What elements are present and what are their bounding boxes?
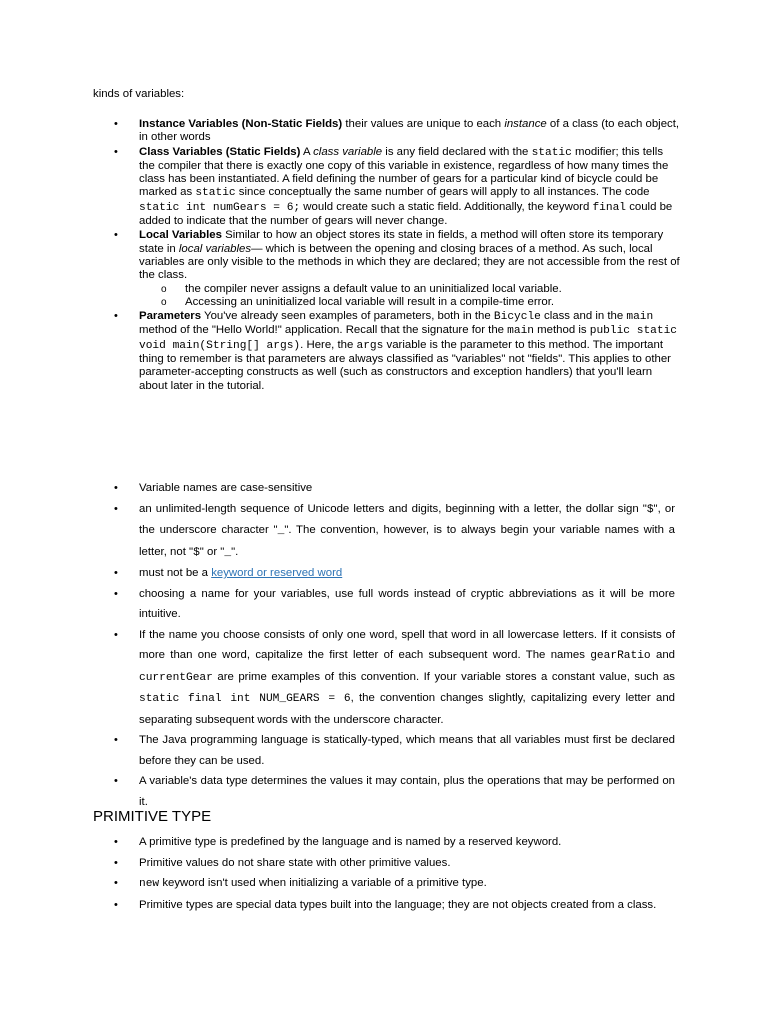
code-variable: args [356,339,384,352]
item-text: Similar to how an object stores its state in fields, a method will often store its temporary state in [139,229,664,255]
item-italic: local variables [178,242,252,255]
code-snippet: static final int NUM_GEARS = 6 [139,693,351,705]
item-text: are prime examples of this convention. If your variable stores a constant value, such as [212,670,675,683]
list-item: • A primitive type is predefined by the language and is named by a reserved keyword. [93,832,675,853]
list-item [93,625,675,731]
section-heading: PRIMITIVE TYPE [93,808,212,825]
item-text: You've already seen examples of parameters, both in the [201,310,494,323]
item-text: method of the "Hello World!" application. Recall that the signature for the [139,324,508,337]
code-snippet: static int numGears = 6; [139,201,301,214]
code-keyword: final [592,201,627,214]
list-item-local-variables [93,229,681,309]
local-variables-sublist [139,283,681,310]
item-text: and [650,649,675,661]
item-text: could be added to indicate that the number of gears will never change. [139,200,673,228]
item-text: ". The convention, however, is to always begin your variable names with a letter, not " [139,524,675,558]
code-identifier: gearRatio [590,650,651,662]
list-item: • A variable's data type determines the values it may contain, plus the operations that may be performed on it. [93,771,675,812]
intro-text: kinds of variables: [93,88,185,100]
item-text: . Here, the [300,338,357,351]
code-char: _ [277,525,285,537]
sublist-item: o the compiler never assigns a default value to an uninitialized local variable. [139,283,681,296]
item-text: ", or the underscore character " [139,502,675,536]
keyword-reserved-word-link[interactable]: keyword or reserved word [211,567,343,579]
item-text: , the convention changes slightly, capitalizing every letter and separating subsequent words with the underscore character. [139,692,675,726]
item-title: Class Variables (Static Fields) [139,145,301,158]
item-text: must not be a [139,567,212,579]
item-text: ". [231,545,239,558]
item-text: since conceptually the same number of gears will apply to all instances. The code [235,186,650,199]
code-identifier: currentGear [139,671,213,684]
list-item-class-variables [93,146,681,229]
code-char: $ [193,546,200,559]
code-method-name: main [507,325,535,338]
sublist-item: o Accessing an uninitialized local variable will result in a compile-time error. [139,296,681,309]
item-text: " or " [199,545,225,558]
code-keyword: static [531,146,572,159]
item-text: of a class (to each object, in other words [139,118,680,144]
list-item-instance-variables [93,118,681,145]
list-item [93,873,675,895]
item-title: Parameters [139,310,202,323]
variable-kinds-list [93,118,681,394]
code-class-name: Bicycle [493,311,541,324]
item-text: method is [534,324,590,337]
list-item-parameters [93,310,681,393]
item-text: — which is between the opening and closing braces of a method. As such, local variables are only visible to the methods in which they are declared; they are not accessible from the rest of the class. [139,242,680,282]
list-item: • Primitive types are special data types built into the language; they are not objects created from a class. [93,895,675,916]
list-item: • choosing a name for your variables, use full words instead of cryptic abbreviations as it will be more intuitive. [93,584,675,625]
item-text: keyword isn't used when initializing a variable of a primitive type. [159,877,487,889]
code-keyword: new [139,878,160,890]
code-keyword: static [195,187,236,200]
item-text: would create such a static field. Additionally, the keyword [300,200,593,213]
item-text: an unlimited-length sequence of Unicode letters and digits, beginning with a letter, the dollar sign " [139,502,647,515]
item-text: variable is the parameter to this method. The important thing to remember is that parameters are always classified as "variables" not "fields". This applies to other parameter-accepting constructs as well (such as constructors and exception handlers) that you'll learn about later in the tutorial. [139,338,671,392]
item-italic: class variable [313,145,383,158]
list-item [93,499,675,564]
item-italic: instance [504,118,547,130]
item-text: their values are unique to each [342,118,505,130]
list-item: • The Java programming language is statically-typed, which means that all variables must first be declared before they can be used. [93,730,675,771]
item-text: is any field declared with the [382,145,532,158]
code-char: _ [224,546,232,559]
code-method-name: main [626,311,654,324]
code-char: $ [646,503,654,516]
item-text: class and in the [540,310,627,323]
code-signature: public static void main(String[] args) [139,325,678,352]
primitive-type-list [93,832,675,915]
item-text: If the name you choose consists of only one word, spell that word in all lowercase letters. If it consists of more than one word, capitalize the first letter of each subsequent word. The names [139,628,675,661]
item-title: Instance Variables (Non-Static Fields) [139,118,343,130]
naming-rules-list [93,478,675,812]
list-item: • Primitive values do not share state with other primitive values. [93,853,675,874]
item-text: A [300,145,314,158]
list-item [93,563,675,584]
item-title: Local Variables [139,229,222,242]
list-item: • Variable names are case-sensitive [93,478,675,499]
item-text: modifier; this tells the compiler that there is exactly one copy of this variable in existence, regardless of how many times the class has been instantiated. A field defining the number of gears for a particular kind of bicycle could be marked as [139,145,669,199]
